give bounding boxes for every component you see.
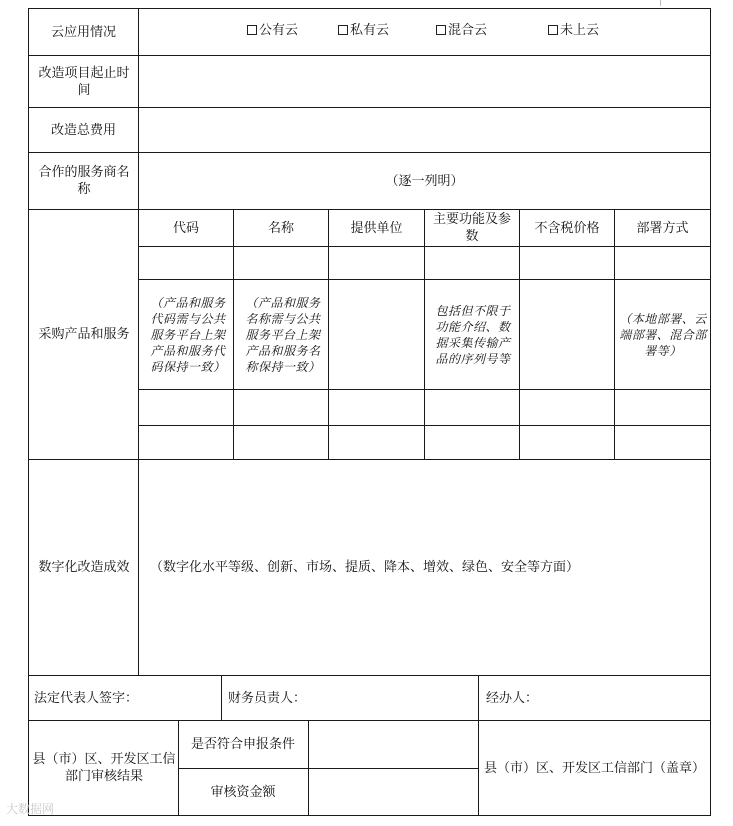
finance-signature[interactable]: 财务员责人： xyxy=(228,690,307,706)
amount-value-field[interactable] xyxy=(309,769,478,815)
note-code: （产品和服务代码需与公共服务平台上架产品和服务代码保持一致） xyxy=(150,295,226,374)
results-note[interactable]: （数字化水平等级、创新、市场、提质、降本、增效、绿色、安全等方面） xyxy=(150,560,580,575)
checkbox-public-cloud[interactable] xyxy=(247,22,298,39)
checkbox-icon xyxy=(436,25,446,35)
option-label: 公有云 xyxy=(259,23,299,38)
provider-label: 合作的服务商名称 xyxy=(38,165,130,197)
legal-rep-signature[interactable]: 法定代表人签字： xyxy=(34,690,139,706)
checkbox-icon xyxy=(338,25,348,35)
rule xyxy=(424,209,425,460)
period-label: 改造项目起止时间 xyxy=(38,65,130,98)
watermark: 大数据网 xyxy=(6,802,55,816)
rule xyxy=(710,8,711,816)
cost-label: 改造总费用 xyxy=(50,122,116,138)
checkbox-no-cloud[interactable] xyxy=(548,22,599,39)
eligible-value-field[interactable] xyxy=(309,721,478,768)
products-label: 采购产品和服务 xyxy=(38,327,130,342)
note-function: 包括但不限于功能介绍、数据采集传输产品的序列号等 xyxy=(435,303,511,366)
note-deploy: （本地部署、云端部署、混合部署等） xyxy=(619,311,707,358)
page-edge-mark xyxy=(660,0,662,6)
amount-label: 审核资金额 xyxy=(210,784,276,800)
checkbox-icon xyxy=(548,25,558,35)
header-name: 名称 xyxy=(267,220,294,236)
rule xyxy=(139,246,711,247)
rule xyxy=(139,425,711,426)
checkbox-icon xyxy=(247,25,257,35)
header-price: 不含税价格 xyxy=(534,220,600,236)
eligible-label: 是否符合申报条件 xyxy=(190,737,295,752)
rule xyxy=(28,815,711,816)
checkbox-private-cloud[interactable] xyxy=(338,22,389,39)
checkbox-hybrid-cloud[interactable] xyxy=(436,22,487,39)
rule xyxy=(614,209,615,460)
option-label: 混合云 xyxy=(448,23,488,38)
cost-value-field[interactable] xyxy=(139,108,710,152)
rule xyxy=(519,209,520,460)
header-provider-unit: 提供单位 xyxy=(350,220,403,236)
rule xyxy=(221,675,222,721)
results-label: 数字化改造成效 xyxy=(38,560,130,575)
cloud-label: 云应用情况 xyxy=(50,24,116,40)
stamp-label: 县（市）区、开发区工信部门（盖章） xyxy=(483,760,705,776)
rule xyxy=(328,209,329,460)
rule xyxy=(139,389,711,390)
provider-note[interactable]: （逐一列明） xyxy=(385,173,464,189)
note-name: （产品和服务名称需与公共服务平台上架产品和服务名称保持一致） xyxy=(245,295,321,374)
rule xyxy=(233,209,234,460)
header-code: 代码 xyxy=(172,220,199,236)
option-label: 未上云 xyxy=(560,23,600,38)
header-function: 主要功能及参数 xyxy=(432,212,511,244)
header-deploy: 部署方式 xyxy=(636,220,689,236)
period-value-field[interactable] xyxy=(139,56,710,107)
handler-signature[interactable]: 经办人： xyxy=(486,690,539,706)
option-label: 私有云 xyxy=(350,23,390,38)
review-label: 县（市）区、开发区工信部门审核结果 xyxy=(32,752,176,784)
